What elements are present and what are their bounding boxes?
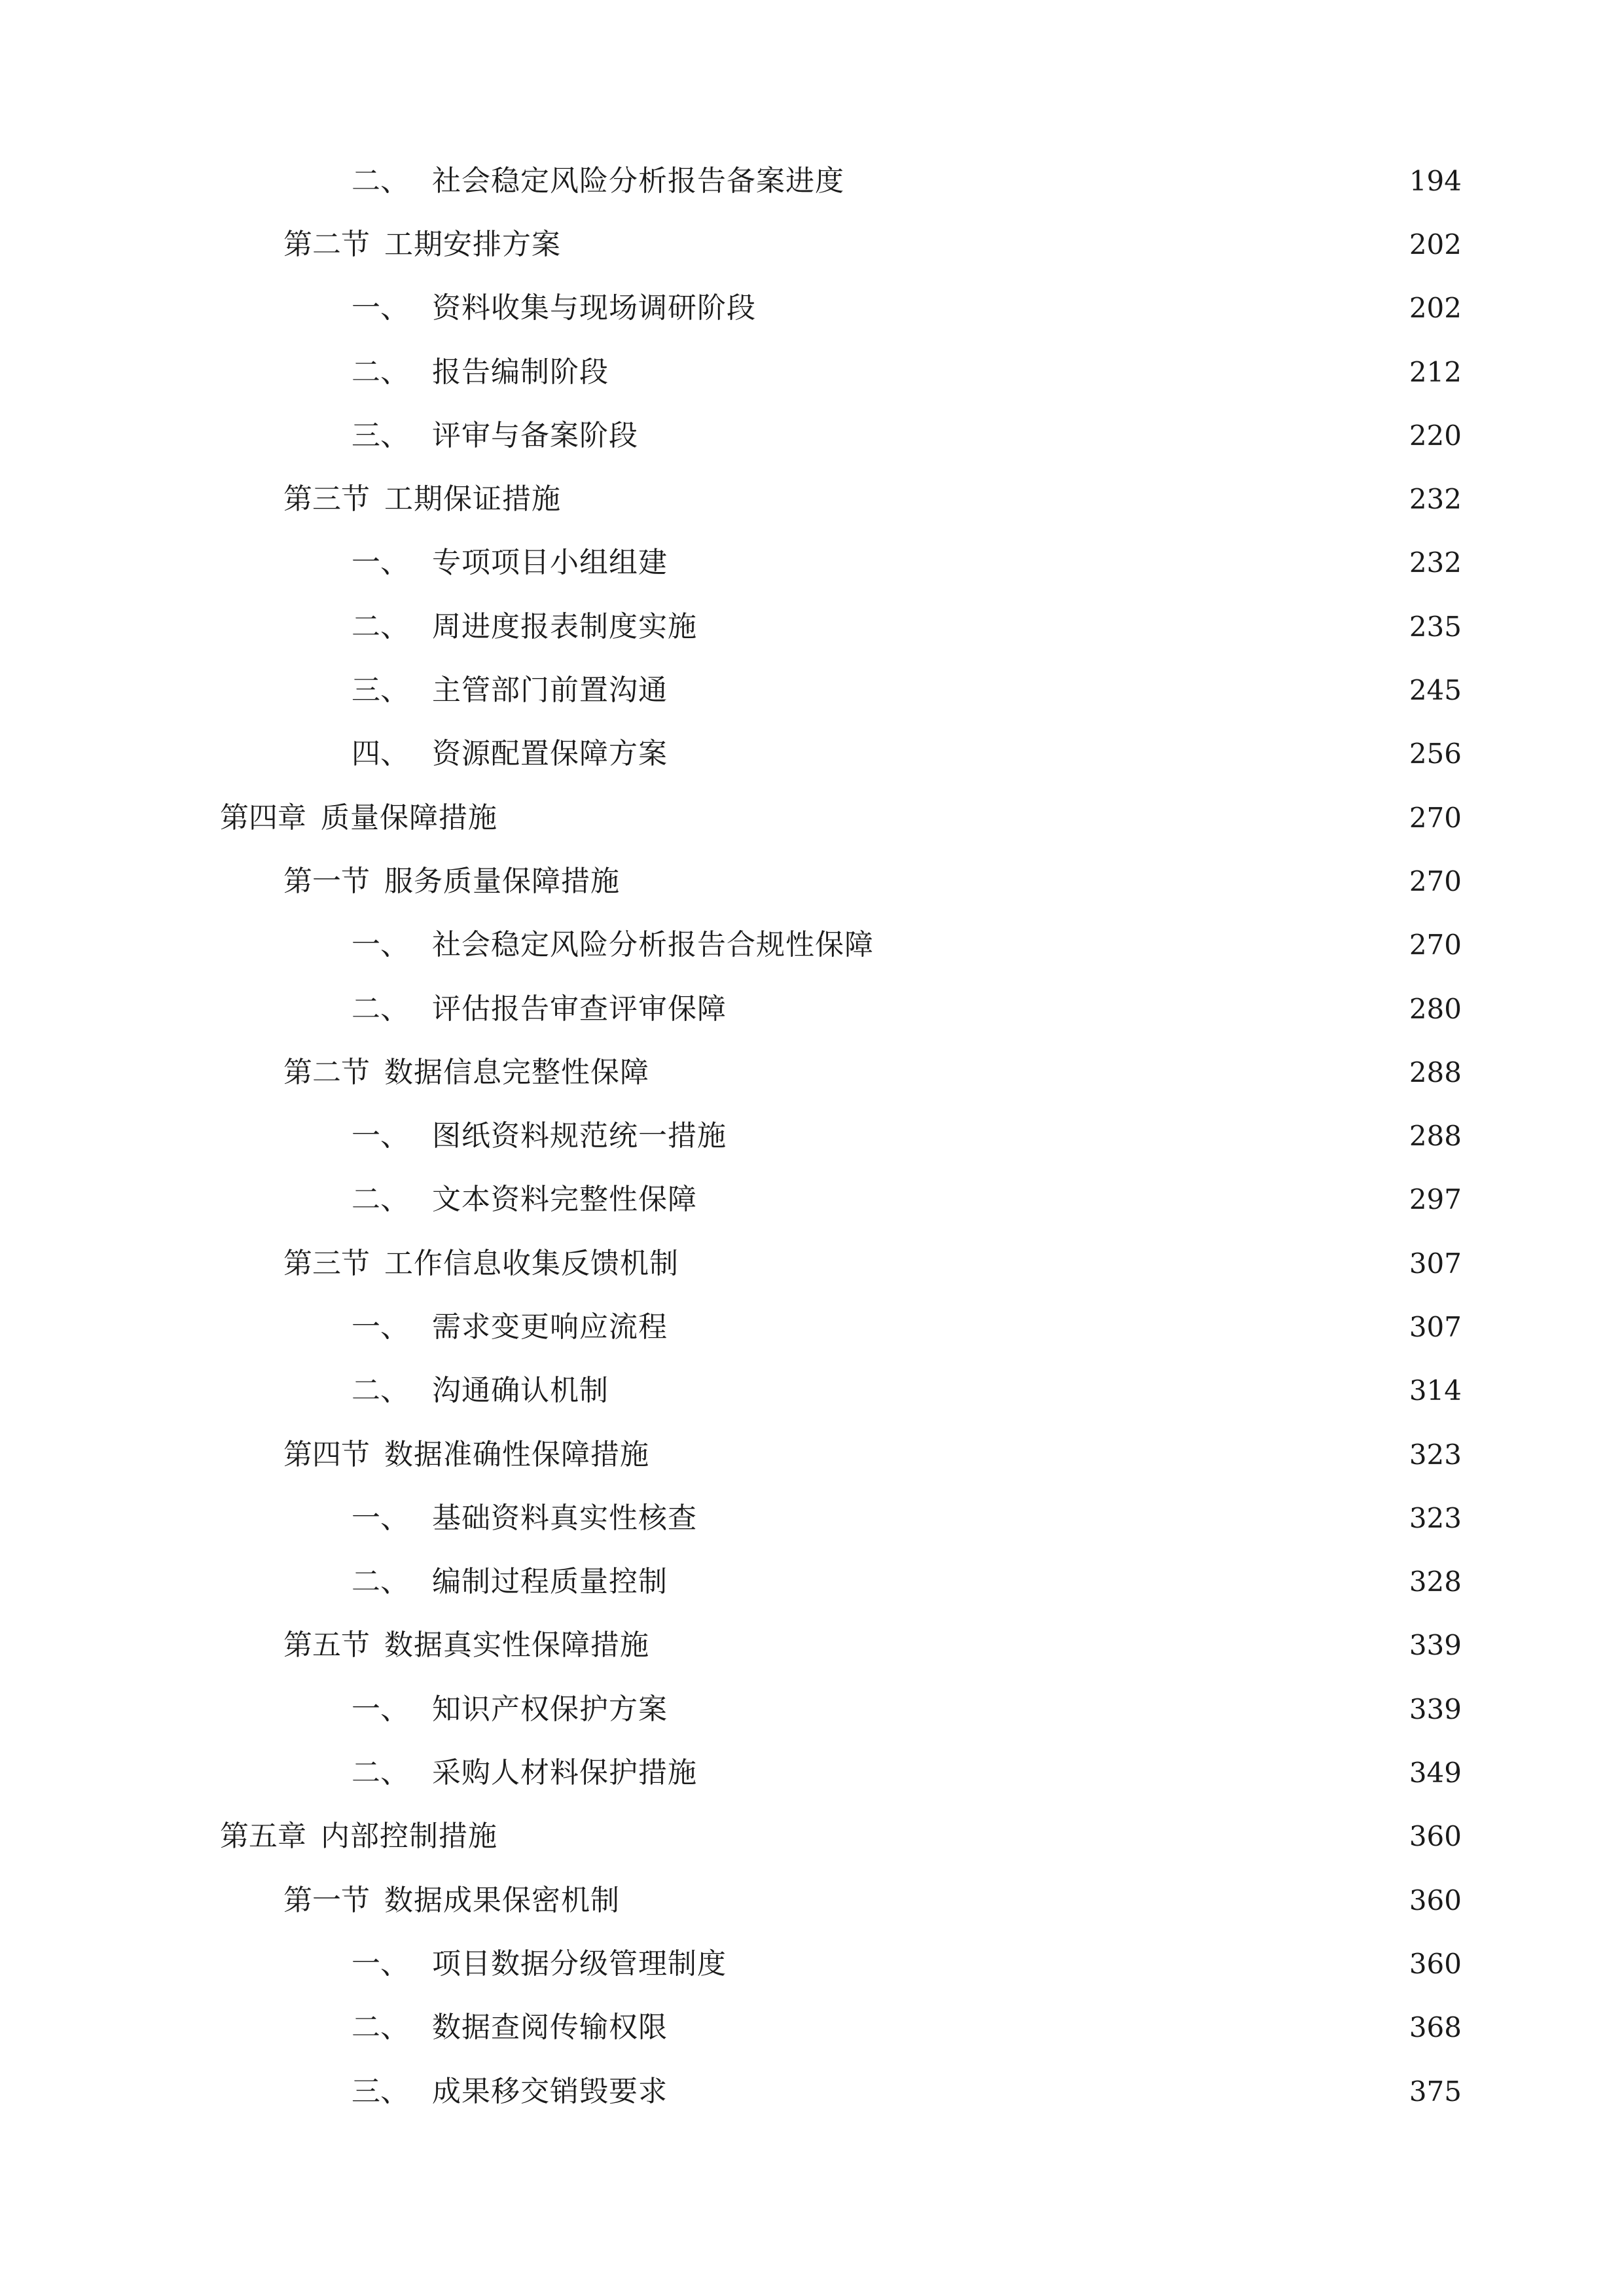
toc-dot-leader (505, 804, 1400, 833)
toc-entry-number: 三、 (352, 2074, 409, 2108)
toc-entry-title: 知识产权保护方案 (432, 1692, 668, 1726)
toc-dot-leader (628, 1886, 1400, 1915)
toc-entry-item[interactable] (0, 1295, 1624, 1359)
toc-entry-number: 第四章 (220, 800, 306, 834)
toc-page-number: 339 (1409, 1693, 1462, 1725)
toc-entry-item[interactable] (0, 531, 1624, 595)
toc-entry-item[interactable] (0, 340, 1624, 404)
toc-entry-item[interactable] (0, 914, 1624, 977)
toc-entry-number: 一、 (352, 1119, 409, 1153)
toc-entry-item[interactable] (0, 1551, 1624, 1614)
toc-entry-item[interactable] (0, 277, 1624, 340)
toc-dot-leader (852, 167, 1400, 196)
toc-entry-title: 数据信息完整性保障 (384, 1055, 649, 1089)
toc-dot-leader (676, 1313, 1400, 1342)
toc-dot-leader (734, 1950, 1400, 1979)
toc-entry-number: 一、 (352, 1692, 409, 1726)
toc-entry-section[interactable] (0, 1232, 1624, 1295)
toc-page-number: 288 (1409, 1056, 1462, 1088)
toc-page-number: 220 (1409, 419, 1462, 452)
toc-page-number: 235 (1409, 610, 1462, 643)
toc-entry-item[interactable] (0, 1932, 1624, 1996)
toc-entry-section[interactable] (0, 1869, 1624, 1932)
toc-entry-title: 文本资料完整性保障 (432, 1183, 697, 1217)
toc-page-number: 360 (1409, 1947, 1462, 1980)
toc-page-number: 368 (1409, 2011, 1462, 2044)
toc-entry-section[interactable] (0, 1423, 1624, 1486)
toc-page-number: 280 (1409, 992, 1462, 1025)
toc-entry-section[interactable] (0, 1041, 1624, 1104)
toc-entry-title: 报告编制阶段 (432, 355, 609, 389)
toc-dot-leader (882, 931, 1400, 960)
toc-page-number: 323 (1409, 1501, 1462, 1534)
toc-entry-title: 评估报告审查评审保障 (432, 992, 727, 1026)
toc-entry-title: 数据成果保密机制 (384, 1883, 620, 1917)
toc-page-number: 245 (1409, 674, 1462, 707)
toc-entry-number: 第一节 (283, 1883, 370, 1917)
toc-entry-item[interactable] (0, 1168, 1624, 1232)
toc-entry-title: 基础资料真实性核查 (432, 1501, 697, 1535)
toc-page-number: 328 (1409, 1566, 1462, 1598)
toc-entry-number: 一、 (352, 928, 409, 962)
toc-dot-leader (646, 422, 1400, 450)
toc-entry-item[interactable] (0, 658, 1624, 722)
toc-entry-title: 工期安排方案 (384, 227, 561, 261)
toc-page-number: 375 (1409, 2075, 1462, 2108)
toc-dot-leader (676, 2013, 1400, 2042)
toc-dot-leader (764, 294, 1400, 323)
toc-entry-title: 数据真实性保障措施 (384, 1628, 649, 1662)
toc-dot-leader (617, 358, 1400, 387)
toc-page-number: 307 (1409, 1310, 1462, 1343)
toc-entry-number: 二、 (352, 609, 409, 643)
toc-dot-leader (505, 1822, 1400, 1851)
toc-page-number: 288 (1409, 1120, 1462, 1153)
toc-entry-title: 主管部门前置沟通 (432, 673, 668, 708)
toc-entry-title: 专项项目小组组建 (432, 546, 668, 580)
toc-page-number: 270 (1409, 865, 1462, 897)
toc-entry-number: 一、 (352, 291, 409, 325)
toc-entry-number: 第五章 (220, 1820, 306, 1854)
toc-dot-leader (705, 1504, 1400, 1533)
toc-entry-number: 二、 (352, 1183, 409, 1217)
toc-entry-item[interactable] (0, 2060, 1624, 2123)
toc-entry-title: 需求变更响应流程 (432, 1310, 668, 1344)
toc-dot-leader (617, 1376, 1400, 1405)
toc-entry-item[interactable] (0, 149, 1624, 213)
toc-page-number: 194 (1409, 164, 1462, 197)
toc-dot-leader (734, 995, 1400, 1024)
toc-page-number: 339 (1409, 1629, 1462, 1662)
toc-entry-chapter[interactable] (0, 786, 1624, 850)
toc-dot-leader (676, 1568, 1400, 1596)
toc-entry-number: 第三节 (283, 1246, 370, 1280)
toc-page-number: 314 (1409, 1374, 1462, 1407)
toc-page-number: 323 (1409, 1438, 1462, 1471)
toc-dot-leader (676, 676, 1400, 705)
toc-entry-section[interactable] (0, 1614, 1624, 1677)
toc-entry-title: 工期保证措施 (384, 482, 561, 516)
toc-entry-item[interactable] (0, 1677, 1624, 1741)
toc-page-number: 349 (1409, 1757, 1462, 1789)
toc-entry-title: 内部控制措施 (321, 1820, 497, 1854)
toc-dot-leader (676, 548, 1400, 577)
toc-entry-number: 二、 (352, 355, 409, 389)
toc-dot-leader (676, 2077, 1400, 2106)
toc-page-number: 360 (1409, 1884, 1462, 1916)
toc-entry-item[interactable] (0, 977, 1624, 1041)
toc-entry-number: 二、 (352, 1565, 409, 1599)
toc-entry-item[interactable] (0, 1996, 1624, 2060)
toc-entry-number: 第五节 (283, 1628, 370, 1662)
toc-entry-number: 三、 (352, 673, 409, 708)
toc-entry-title: 评审与备案阶段 (432, 418, 638, 452)
toc-dot-leader (705, 1185, 1400, 1214)
toc-entry-title: 编制过程质量控制 (432, 1565, 668, 1599)
toc-entry-number: 四、 (352, 737, 409, 771)
toc-page-number: 232 (1409, 483, 1462, 516)
toc-entry-item[interactable] (0, 404, 1624, 467)
toc-entry-title: 资源配置保障方案 (432, 737, 668, 771)
toc-entry-item[interactable] (0, 1359, 1624, 1423)
toc-entry-title: 图纸资料规范统一措施 (432, 1119, 727, 1153)
toc-entry-number: 一、 (352, 546, 409, 580)
toc-entry-number: 二、 (352, 2011, 409, 2045)
toc-dot-leader (657, 1058, 1400, 1087)
toc-entry-title: 项目数据分级管理制度 (432, 1946, 727, 1981)
toc-entry-title: 质量保障措施 (321, 800, 497, 834)
toc-entry-item[interactable] (0, 1741, 1624, 1804)
toc-page-number: 270 (1409, 801, 1462, 834)
toc-entry-number: 二、 (352, 992, 409, 1026)
toc-entry-number: 二、 (352, 164, 409, 198)
toc-page-number: 297 (1409, 1183, 1462, 1216)
toc-entry-title: 社会稳定风险分析报告合规性保障 (432, 928, 874, 962)
toc-dot-leader (676, 1695, 1400, 1724)
toc-entry-chapter[interactable] (0, 1805, 1624, 1869)
toc-entry-title: 沟通确认机制 (432, 1374, 609, 1408)
toc-entry-title: 采购人材料保护措施 (432, 1756, 697, 1790)
toc-dot-leader (657, 1441, 1400, 1469)
toc-entry-title: 服务质量保障措施 (384, 864, 620, 898)
toc-entry-title: 成果移交销毁要求 (432, 2074, 668, 2108)
toc-dot-leader (569, 230, 1400, 259)
toc-entry-title: 资料收集与现场调研阶段 (432, 291, 756, 325)
toc-entry-item[interactable] (0, 1486, 1624, 1550)
toc-page-number: 270 (1409, 929, 1462, 961)
toc-dot-leader (687, 1249, 1400, 1278)
table-of-contents (0, 149, 1624, 2123)
toc-dot-leader (676, 740, 1400, 768)
toc-entry-item[interactable] (0, 1104, 1624, 1168)
toc-page-number: 212 (1409, 355, 1462, 388)
toc-entry-title: 数据准确性保障措施 (384, 1437, 649, 1471)
toc-entry-number: 第四节 (283, 1437, 370, 1471)
toc-entry-item[interactable] (0, 723, 1624, 786)
toc-dot-leader (628, 867, 1400, 896)
toc-entry-title: 社会稳定风险分析报告备案进度 (432, 164, 844, 198)
toc-entry-number: 一、 (352, 1310, 409, 1344)
toc-entry-title: 周进度报表制度实施 (432, 609, 697, 643)
toc-entry-number: 一、 (352, 1946, 409, 1981)
toc-page-number: 256 (1409, 738, 1462, 770)
toc-entry-section[interactable] (0, 850, 1624, 913)
toc-entry-number: 三、 (352, 418, 409, 452)
toc-dot-leader (569, 485, 1400, 514)
toc-entry-title: 工作信息收集反馈机制 (384, 1246, 679, 1280)
toc-page-number: 202 (1409, 228, 1462, 260)
toc-entry-number: 一、 (352, 1501, 409, 1535)
toc-entry-item[interactable] (0, 595, 1624, 658)
toc-entry-number: 二、 (352, 1374, 409, 1408)
toc-entry-number: 第二节 (283, 1055, 370, 1089)
toc-entry-title: 数据查阅传输权限 (432, 2011, 668, 2045)
toc-entry-section[interactable] (0, 213, 1624, 276)
toc-entry-section[interactable] (0, 467, 1624, 531)
toc-page-number: 360 (1409, 1820, 1462, 1853)
toc-dot-leader (705, 613, 1400, 641)
toc-entry-number: 二、 (352, 1756, 409, 1790)
toc-dot-leader (734, 1122, 1400, 1151)
toc-dot-leader (705, 1759, 1400, 1787)
toc-entry-number: 第二节 (283, 227, 370, 261)
toc-page-number: 202 (1409, 292, 1462, 325)
toc-dot-leader (657, 1631, 1400, 1660)
toc-page-number: 307 (1409, 1247, 1462, 1280)
toc-page-number: 232 (1409, 547, 1462, 579)
toc-entry-number: 第一节 (283, 864, 370, 898)
toc-entry-number: 第三节 (283, 482, 370, 516)
